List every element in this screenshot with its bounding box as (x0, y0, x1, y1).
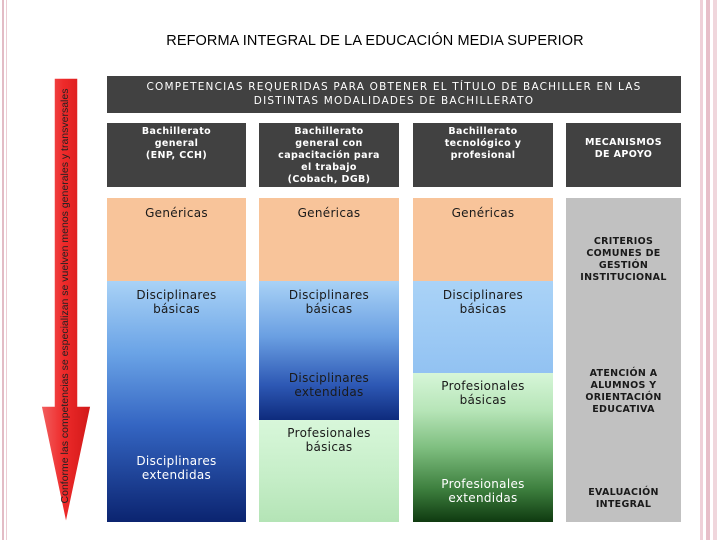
disciplinares-basicas-label (413, 288, 553, 316)
mechanism-criterios-comunes (566, 236, 681, 284)
label-line: básicas (153, 302, 200, 316)
header-line: Bachillerato (141, 126, 212, 137)
label-line: extendidas (294, 385, 364, 399)
label-line: básicas (459, 393, 507, 407)
header-line: MECANISMOS (585, 137, 662, 148)
disciplinares-basicas-label (259, 288, 399, 316)
header-line: profesional (450, 150, 516, 161)
header-line: (ENP, CCH) (145, 150, 208, 161)
profesionales-basicas-label (413, 379, 553, 407)
header-line: tecnológico y (444, 138, 522, 149)
header-line: DE APOYO (594, 149, 653, 160)
mechanism-line: INTEGRAL (595, 499, 652, 510)
label-line: Disciplinares (288, 288, 370, 302)
header-bachillerato-tecnologico (413, 123, 553, 187)
label-line: extendidas (141, 468, 212, 482)
mechanism-line: ORIENTACIÓN (585, 392, 662, 403)
genericas-label: Genéricas (297, 206, 361, 220)
mechanism-line: COMUNES DE (586, 248, 661, 259)
header-line: Bachillerato (448, 126, 518, 137)
column-bachillerato-general (107, 198, 246, 522)
header-line: general con (295, 138, 363, 149)
mechanism-evaluacion-integral (566, 487, 681, 511)
mechanism-line: ATENCIÓN A (589, 368, 658, 379)
profesionales-extendidas-label (413, 477, 553, 505)
disciplinares-basicas-label (107, 288, 246, 316)
header-line: capacitación para (278, 150, 380, 161)
header-line: el trabajo (301, 162, 357, 173)
disciplinares-block (107, 281, 246, 522)
column-mecanismos-apoyo (566, 198, 681, 522)
slide-border-right (698, 0, 720, 540)
genericas-label: Genéricas (145, 206, 208, 220)
column-bachillerato-tecnologico (413, 198, 553, 522)
label-line: Disciplinares (442, 288, 524, 302)
mechanism-line: INSTITUCIONAL (580, 272, 667, 283)
mechanism-line: EVALUACIÓN (588, 487, 659, 498)
mechanism-line: CRITERIOS (593, 236, 654, 247)
column-bachillerato-capacitacion (259, 198, 399, 522)
genericas-label: Genéricas (451, 206, 515, 220)
header-bachillerato-general (107, 123, 246, 187)
label-line: Profesionales (441, 379, 525, 393)
mechanism-line: ALUMNOS Y (590, 380, 657, 391)
competencias-banner (107, 76, 681, 113)
label-line: extendidas (448, 491, 518, 505)
disciplinares-extendidas-label (107, 454, 246, 482)
header-line: general (154, 138, 199, 149)
header-line: Bachillerato (294, 126, 364, 137)
label-line: Profesionales (441, 477, 525, 491)
mechanism-line: EDUCATIVA (592, 404, 655, 415)
label-line: Disciplinares (136, 454, 217, 468)
mechanism-line: GESTIÓN (598, 260, 649, 271)
banner-line-1: COMPETENCIAS REQUERIDAS PARA OBTENER EL TÍTULO DE BACHILLER EN LAS (146, 81, 642, 93)
header-bachillerato-capacitacion (259, 123, 399, 187)
header-line: (Cobach, DGB) (287, 174, 371, 185)
label-line: básicas (305, 440, 353, 454)
header-mecanismos-apoyo (566, 123, 681, 187)
profesionales-basicas-label (259, 426, 399, 454)
label-line: Disciplinares (288, 371, 370, 385)
banner-line-2: DISTINTAS MODALIDADES DE BACHILLERATO (253, 95, 535, 107)
label-line: básicas (459, 302, 507, 316)
label-line: Disciplinares (136, 288, 217, 302)
arrow-caption: Conforme las competencias se especializan se vuelven menos generales y transversales (59, 88, 71, 504)
slide-border-left (0, 0, 9, 540)
label-line: Profesionales (287, 426, 371, 440)
disciplinares-extendidas-label (259, 371, 399, 399)
slide-title: REFORMA INTEGRAL DE LA EDUCACIÓN MEDIA SUPERIOR (166, 33, 584, 49)
label-line: básicas (305, 302, 353, 316)
mechanism-atencion-alumnos (566, 368, 681, 416)
